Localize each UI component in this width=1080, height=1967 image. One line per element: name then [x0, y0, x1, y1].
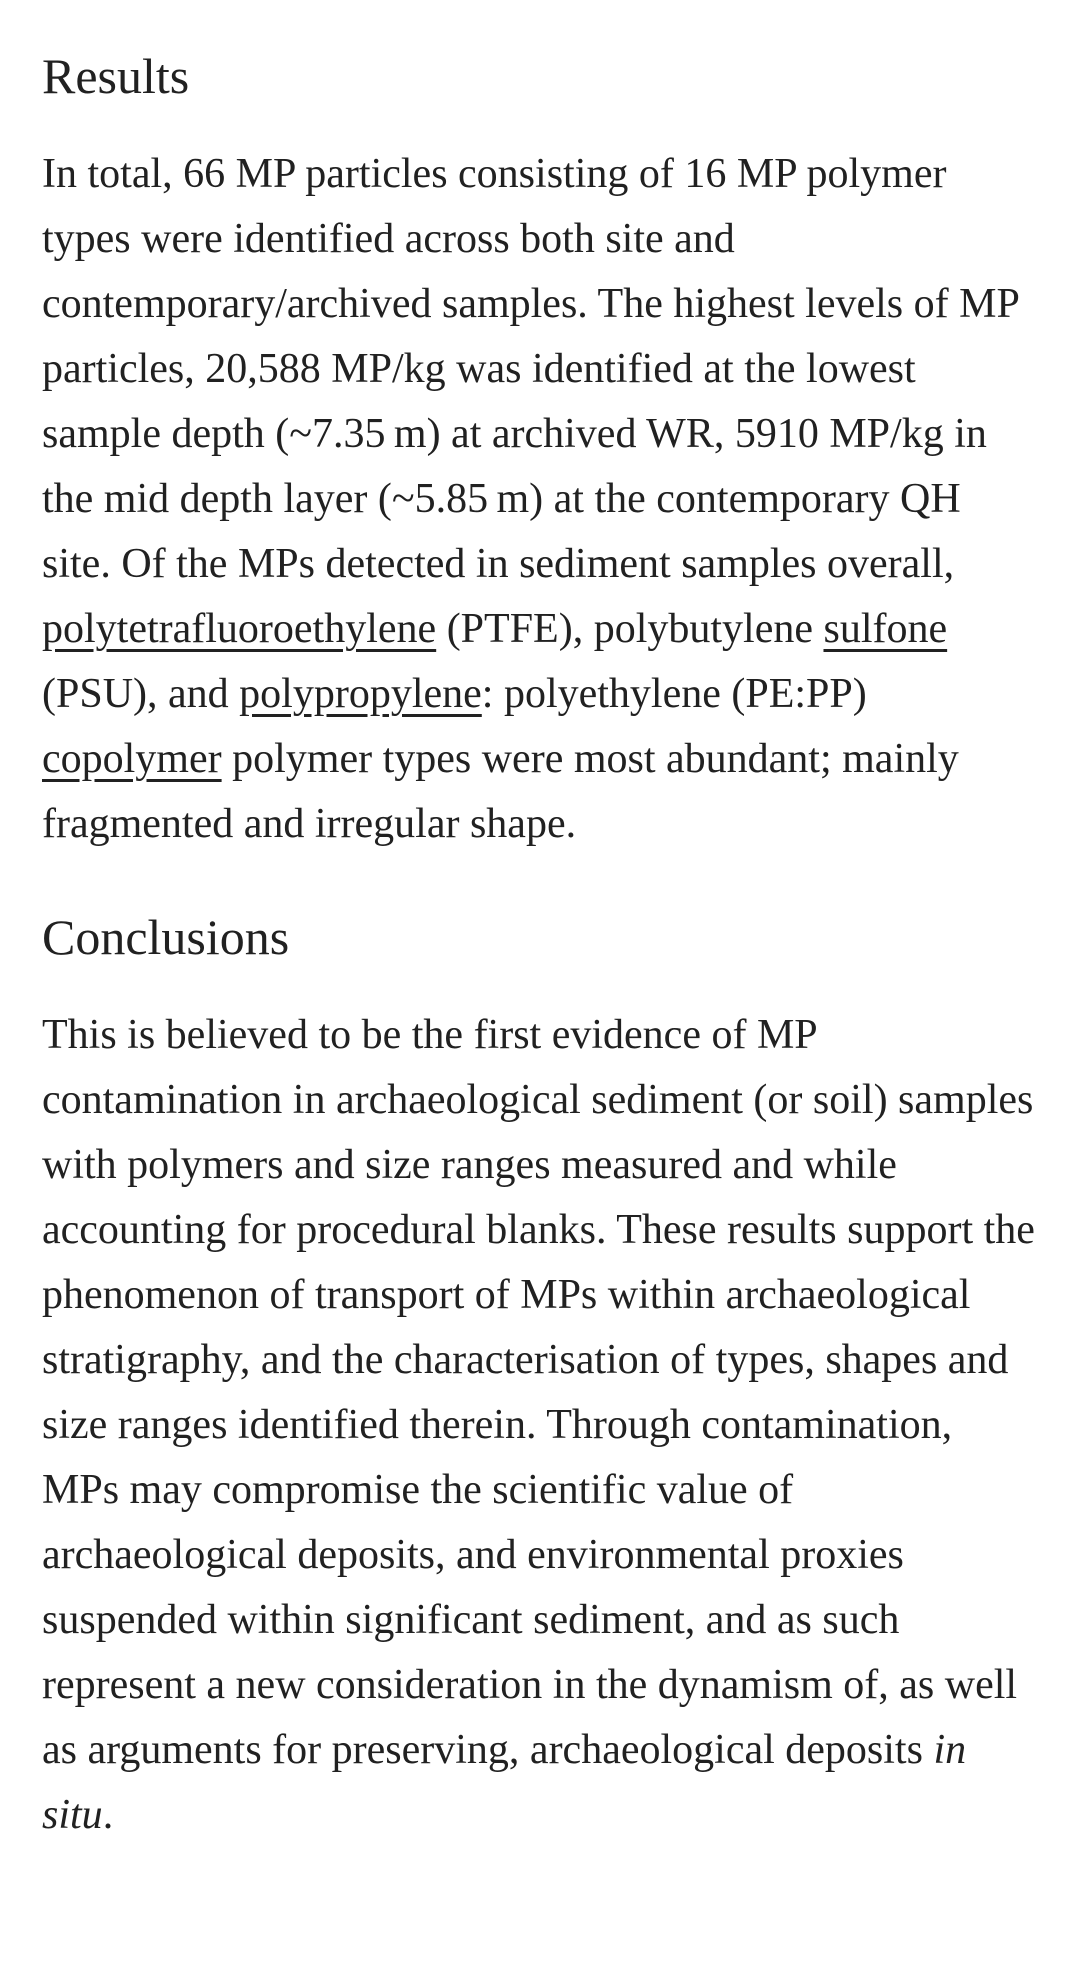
results-heading: Results: [42, 48, 190, 104]
text-run: polymer types were most abundant; mainly fragmented and irregular shape.: [42, 736, 959, 847]
conclusions-section: [42, 907, 1038, 1848]
results-paragraph: [42, 142, 1038, 857]
italic-text: in situ: [42, 1727, 967, 1838]
inline-link[interactable]: polypropylene: [239, 671, 482, 717]
text-run: : polyethylene (PE:PP): [481, 671, 867, 717]
text-run: (PSU), and: [42, 671, 240, 717]
text-run: .: [102, 1792, 114, 1838]
inline-link[interactable]: sulfone: [823, 606, 948, 652]
conclusions-heading: Conclusions: [42, 909, 290, 965]
text-run: In total, 66 MP particles consisting of 16 MP polymer types were identified across both site and contemporary/archived samples. The highest levels of MP particles, 20,588 MP/kg was identified at the lowest sample depth (~7.35 m) at archived WR, 5910 MP/kg in the mid depth layer (~5.85 m) at the contemporary QH site. Of the MPs detected in sediment samples overall,: [42, 151, 1019, 587]
inline-link[interactable]: polytetrafluoroethylene: [42, 606, 437, 652]
conclusions-paragraph: [42, 1003, 1038, 1848]
text-run: This is believed to be the first evidence of MP contamination in archaeological sediment (or soil) samples with polymers and size ranges measured and while accounting for procedural blanks. These results support the phenomenon of transport of MPs within archaeological stratigraphy, and the characterisation of types, shapes and size ranges identified therein. Through contamination, MPs may compromise the scientific value of archaeological deposits, and environmental proxies suspended within significant sediment, and as such represent a new consideration in the dynamism of, as well as arguments for preserving, archaeological deposits: [42, 1012, 1035, 1773]
text-run: (PTFE), polybutylene: [436, 606, 824, 652]
inline-link[interactable]: copolymer: [42, 736, 222, 782]
results-section: [42, 46, 1038, 857]
